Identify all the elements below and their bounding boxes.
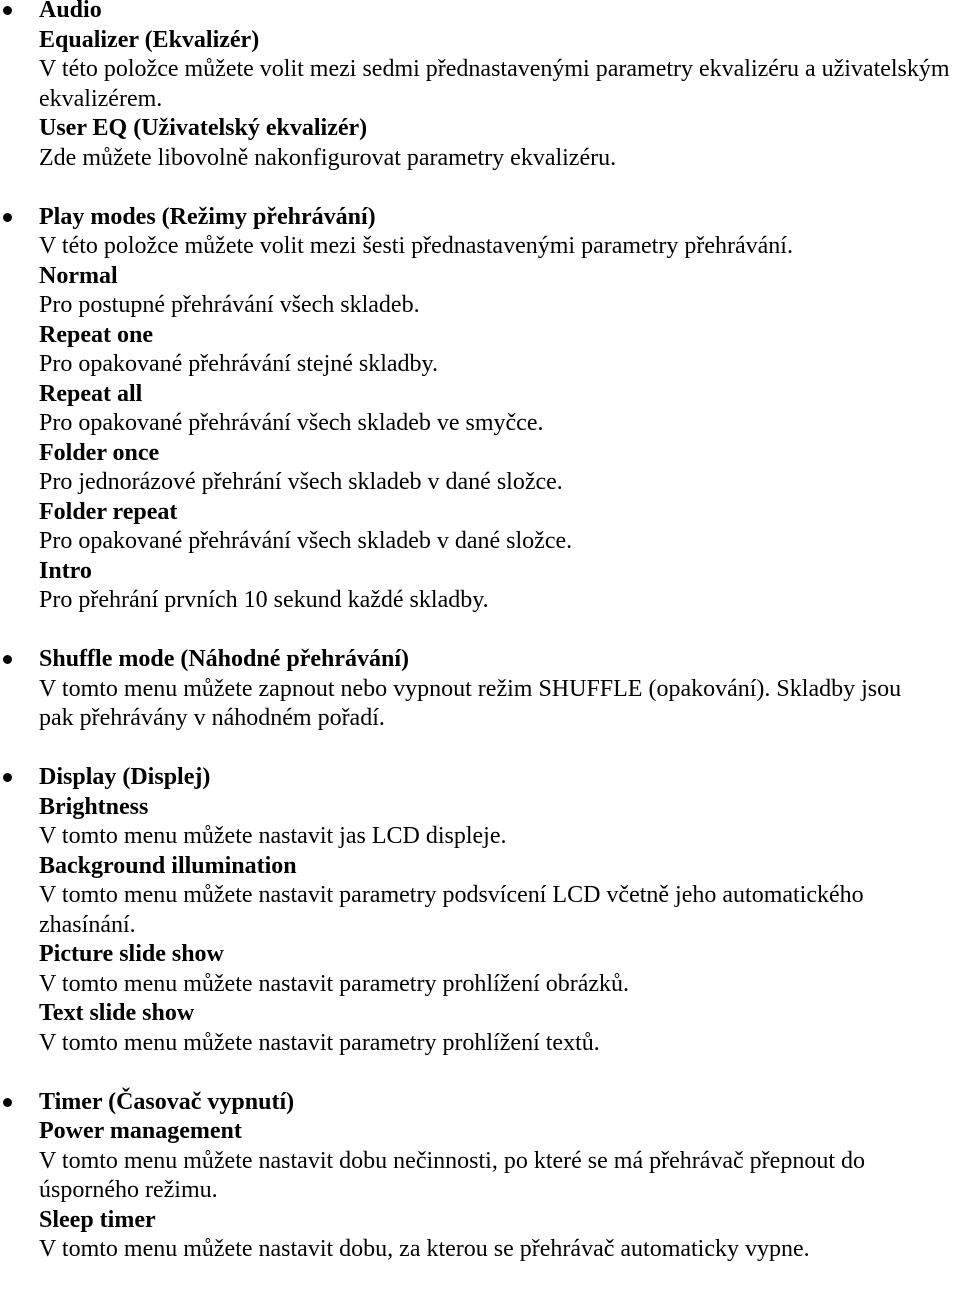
section-intro: V této položce můžete volit mezi šesti přednastavenými parametry přehrávání. <box>39 233 793 259</box>
item-text: V tomto menu můžete nastavit jas LCD displeje. <box>39 823 507 849</box>
section-shuffle-mode <box>0 645 960 734</box>
item-heading: Normal <box>39 262 118 289</box>
item-heading: Brightness <box>39 793 149 820</box>
section-title: Audio <box>39 0 102 23</box>
section-title: Play modes (Režimy přehrávání) <box>39 203 376 230</box>
item-text: V tomto menu můžete nastavit dobu nečinnosti, po které se má přehrávač přepnout do úsporného režimu. <box>39 1147 865 1203</box>
section-audio <box>0 0 960 173</box>
item-heading: Sleep timer <box>39 1206 156 1233</box>
item-heading: Equalizer (Ekvalizér) <box>39 26 260 53</box>
section-title: Shuffle mode (Náhodné přehrávání) <box>39 646 410 672</box>
bullet-icon <box>3 655 12 664</box>
item-text: V tomto menu můžete nastavit parametry podsvícení LCD včetně jeho automatického zhasínání. <box>39 882 864 938</box>
item-text: Pro postupné přehrávání všech skladeb. <box>39 292 420 318</box>
section-intro-line: V tomto menu můžete zapnout nebo vypnout režim SHUFFLE (opakování). Skladby jsou <box>39 675 902 702</box>
item-text: Pro jednorázové přehrání všech skladeb v dané složce. <box>39 469 563 495</box>
bullet-icon <box>3 1098 12 1107</box>
section-title: Timer (Časovač vypnutí) <box>39 1088 295 1115</box>
item-text: Pro opakované přehrávání všech skladeb v dané složce. <box>39 528 573 554</box>
item-text: V tomto menu můžete nastavit parametry prohlížení obrázků. <box>39 970 630 997</box>
item-heading: Text slide show <box>39 1000 195 1026</box>
bullet-icon <box>3 773 12 782</box>
section-title: Display (Displej) <box>39 764 211 790</box>
item-heading: Folder repeat <box>39 498 178 525</box>
item-text: Pro opakované přehrávání všech skladeb ve smyčce. <box>39 410 544 436</box>
item-heading: Repeat all <box>39 380 143 407</box>
item-text: V tomto menu můžete nastavit parametry prohlížení textů. <box>39 1029 600 1056</box>
item-text: Pro přehrání prvních 10 sekund každé skladby. <box>39 587 489 613</box>
item-text: V tomto menu můžete nastavit dobu, za kterou se přehrávač automaticky vypne. <box>39 1236 810 1262</box>
bullet-icon <box>3 6 12 15</box>
section-timer <box>0 1088 960 1265</box>
item-heading: Picture slide show <box>39 941 224 967</box>
item-text: V této položce můžete volit mezi sedmi přednastavenými parametry ekvalizéru a uživatelským ekvalizérem. <box>39 56 950 112</box>
bullet-icon <box>3 213 12 222</box>
section-display <box>0 763 960 1058</box>
item-heading: Folder once <box>39 439 160 466</box>
item-heading: Repeat one <box>39 321 153 348</box>
item-heading: User EQ (Uživatelský ekvalizér) <box>39 115 368 141</box>
item-heading: Intro <box>39 557 92 584</box>
item-heading: Power management <box>39 1118 242 1144</box>
item-heading: Background illumination <box>39 852 297 879</box>
item-text: Zde můžete libovolně nakonfigurovat parametry ekvalizéru. <box>39 144 617 171</box>
item-text: Pro opakované přehrávání stejné skladby. <box>39 351 438 377</box>
section-intro-line: pak přehrávány v náhodném pořadí. <box>39 705 385 731</box>
section-play-modes <box>0 203 960 616</box>
